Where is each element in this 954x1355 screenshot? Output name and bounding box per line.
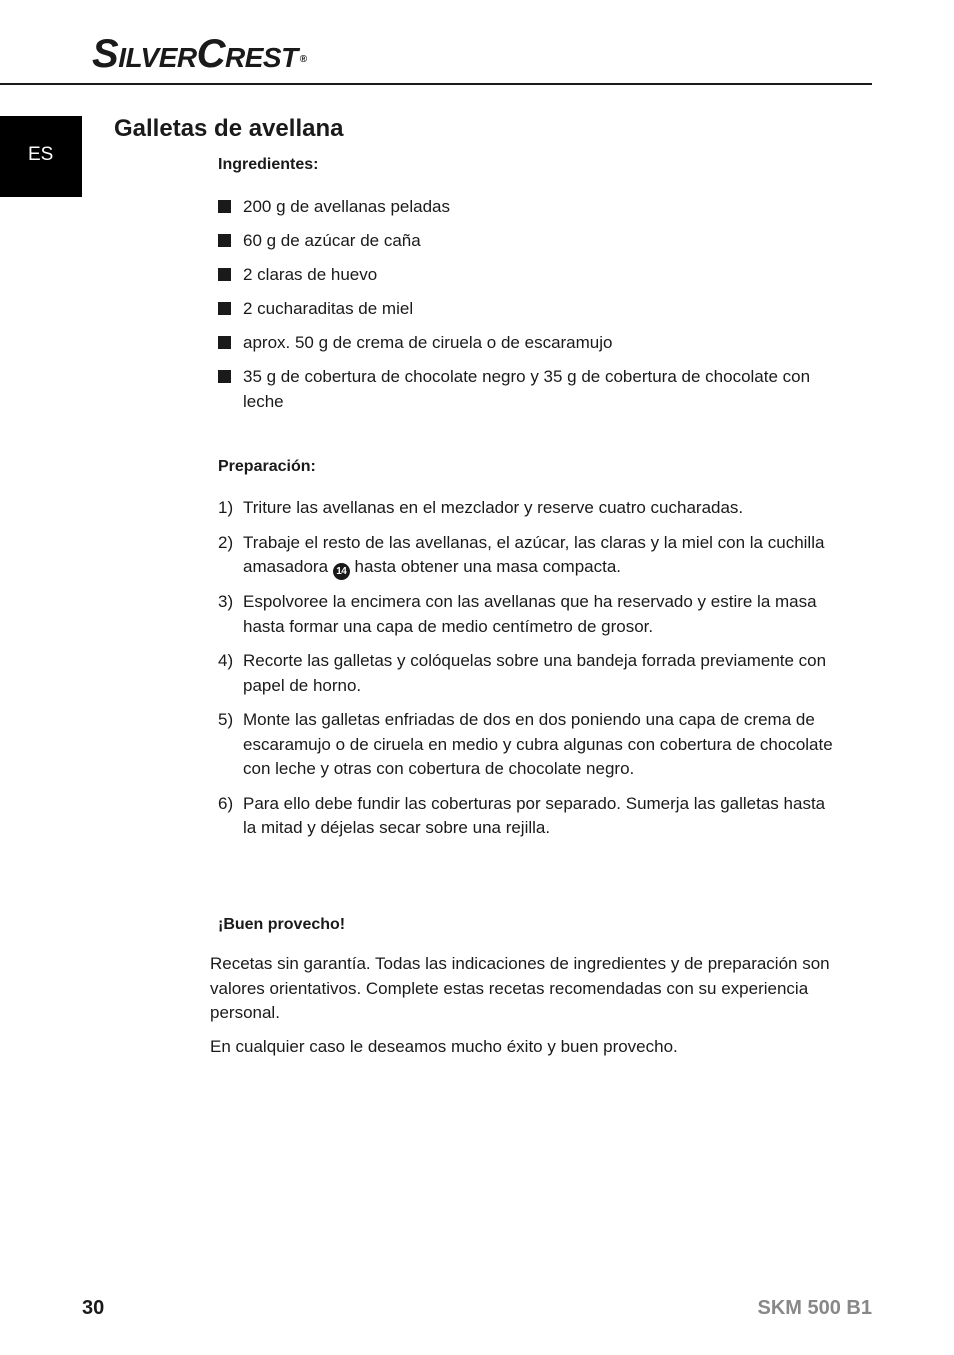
preparation-heading: Preparación: [218, 458, 316, 475]
list-item: aprox. 50 g de crema de ciruela o de escaramujo [218, 331, 838, 356]
bullet-square-icon [218, 234, 231, 247]
header-divider [0, 83, 872, 85]
bullet-square-icon [218, 336, 231, 349]
list-item: 2 cucharaditas de miel [218, 297, 838, 322]
language-tab: ES [0, 116, 82, 197]
ingredients-heading: Ingredientes: [218, 156, 319, 173]
step-item: 1) Triture las avellanas en el mezclador y reserve cuatro cucharadas. [218, 498, 744, 517]
part-reference-badge: 14 [333, 563, 350, 580]
ingredients-list [218, 195, 838, 414]
step-item: 5) Monte las galletas enfriadas de dos en dos poniendo una capa de crema de escaramujo o de ciruela en medio y cubra algunas con cobertura de chocolate con leche y otras con cobertura de chocolate negro. [218, 710, 833, 778]
page-number: 30 [82, 1297, 105, 1319]
page-title: Galletas de avellana [114, 115, 344, 142]
bullet-square-icon [218, 370, 231, 383]
brand-logo: SILVERCREST ® [92, 32, 307, 76]
closing-heading: ¡Buen provecho! [218, 916, 346, 933]
list-item: 60 g de azúcar de caña [218, 229, 838, 254]
step-item: 2) Trabaje el resto de las avellanas, el azúcar, las claras y la miel con la cuchilla amasadora 14 hasta obtener una masa compacta. [218, 531, 840, 581]
bullet-square-icon [218, 302, 231, 315]
disclaimer-text: Recetas sin garantía. Todas las indicaciones de ingredientes y de preparación son valores orientativos. Complete estas recetas recomendadas con su experiencia personal. [210, 954, 830, 1022]
step-item: 4) Recorte las galletas y colóquelas sobre una bandeja forrada previamente con papel de horno. [218, 651, 827, 695]
preparation-steps [218, 496, 840, 841]
list-item: 2 claras de huevo [218, 263, 838, 288]
closing-wish-text: En cualquier caso le deseamos mucho éxito y buen provecho. [210, 1037, 678, 1056]
bullet-square-icon [218, 200, 231, 213]
list-item: 35 g de cobertura de chocolate negro y 35 g de cobertura de chocolate con leche [218, 365, 833, 414]
list-item: 200 g de avellanas peladas [218, 195, 838, 220]
model-number: SKM 500 B1 [757, 1297, 872, 1319]
step-item: 3) Espolvoree la encimera con las avellanas que ha reservado y estire la masa hasta formar una capa de medio centímetro de grosor. [218, 592, 817, 636]
step-item: 6) Para ello debe fundir las coberturas por separado. Sumerja las galletas hasta la mitad y déjelas secar sobre una rejilla. [218, 793, 826, 837]
bullet-square-icon [218, 268, 231, 281]
